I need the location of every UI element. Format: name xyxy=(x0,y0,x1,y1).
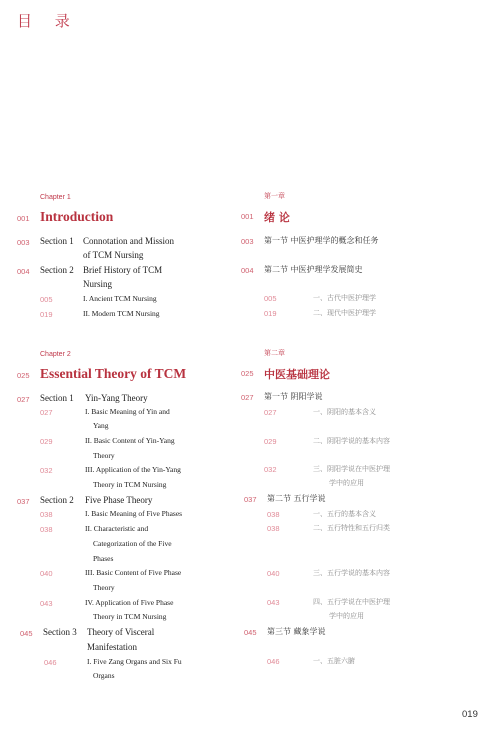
item-title-line: Organs xyxy=(93,671,115,680)
section-title-line: Yin-Yang Theory xyxy=(85,393,148,403)
item-title: I. Basic Meaning of Five Phases xyxy=(85,509,183,518)
section-title: 第一节 阴阳学说 xyxy=(264,392,323,401)
item-title: 一、五行的基本含义 xyxy=(313,510,376,518)
item-title-line: 学中的应用 xyxy=(329,612,364,620)
item-title: 三、五行学说的基本内容 xyxy=(313,569,390,577)
section-title-line: Nursing xyxy=(83,279,112,289)
item-title-line: 三、阴阳学说在中医护理 xyxy=(313,465,390,473)
section-page: 004 xyxy=(241,266,254,275)
section-title: 第二节 五行学说 xyxy=(267,494,326,503)
chapter-1-label-en: Chapter 1 xyxy=(40,194,71,201)
item-page: 029 xyxy=(40,437,53,446)
item-page: 038 xyxy=(267,510,280,519)
section-title: 第二节 中医护理学发展简史 xyxy=(264,265,363,274)
toc-title: 目 录 xyxy=(17,12,79,30)
section-page: 004 xyxy=(17,267,30,276)
section-page: 027 xyxy=(241,393,254,402)
item-page: 038 xyxy=(40,510,53,519)
item-page: 005 xyxy=(264,294,277,303)
chapter-2-page-en: 025 xyxy=(17,371,30,380)
item-page: 019 xyxy=(40,310,53,319)
item-title: 一、五脏六腑 xyxy=(313,657,355,665)
item-title-line: III. Basic Content of Five Phase xyxy=(85,568,182,577)
item-title-line: Theory in TCM Nursing xyxy=(93,480,167,489)
page-number: 019 xyxy=(462,709,478,720)
chapter-2-page-zh: 025 xyxy=(241,369,254,378)
item-title-line: Theory xyxy=(93,583,115,592)
chapter-1-page-en: 001 xyxy=(17,214,30,223)
section-page: 037 xyxy=(17,497,30,506)
chapter-2-title-en: Essential Theory of TCM xyxy=(40,366,187,381)
item-title-line: Phases xyxy=(93,554,114,563)
section-title-line: Theory of Visceral xyxy=(87,627,155,637)
item-page: 043 xyxy=(267,598,280,607)
section-number: Section 3 xyxy=(43,627,77,637)
item-title-line: I. Five Zang Organs and Six Fu xyxy=(87,657,182,666)
section-page: 045 xyxy=(244,628,257,637)
item-title-line: Theory xyxy=(93,451,115,460)
section-page: 003 xyxy=(241,237,254,246)
item-page: 027 xyxy=(40,408,53,417)
item-page: 019 xyxy=(264,309,277,318)
item-page: 040 xyxy=(40,569,53,578)
item-page: 046 xyxy=(267,657,280,666)
section-title-line: Brief History of TCM xyxy=(83,265,163,275)
item-page: 043 xyxy=(40,599,53,608)
item-title-line: II. Characteristic and xyxy=(85,524,149,533)
section-number: Section 1 xyxy=(40,236,74,246)
item-title: II. Modern TCM Nursing xyxy=(83,309,160,318)
section-page: 003 xyxy=(17,238,30,247)
item-page: 029 xyxy=(264,437,277,446)
item-title-line: Categorization of the Five xyxy=(93,539,172,548)
item-title-line: 学中的应用 xyxy=(329,479,364,487)
item-page: 040 xyxy=(267,569,280,578)
item-title: 一、古代中医护理学 xyxy=(313,294,376,302)
item-title-line: III. Application of the Yin-Yang xyxy=(85,465,181,474)
chapter-2-title-zh: 中医基础理论 xyxy=(264,368,330,381)
item-page: 027 xyxy=(264,408,277,417)
item-title: 二、五行特性和五行归类 xyxy=(313,524,390,532)
section-title: 第一节 中医护理学的概念和任务 xyxy=(264,236,379,245)
item-page: 038 xyxy=(267,524,280,533)
item-title-line: I. Basic Meaning of Yin and xyxy=(85,407,170,416)
section-number: Section 2 xyxy=(40,265,74,275)
item-title-line: IV. Application of Five Phase xyxy=(85,598,174,607)
item-title-line: Theory in TCM Nursing xyxy=(93,612,167,621)
section-title-line: of TCM Nursing xyxy=(83,250,144,260)
item-title-line: Yang xyxy=(93,421,109,430)
section-title-line: Connotation and Mission xyxy=(83,236,175,246)
chapter-1-page-zh: 001 xyxy=(241,212,254,221)
item-title: 二、阴阳学说的基本内容 xyxy=(313,437,390,445)
item-page: 005 xyxy=(40,295,53,304)
section-number: Section 1 xyxy=(40,393,74,403)
chapter-1-label-zh: 第一章 xyxy=(264,193,285,200)
section-page: 045 xyxy=(20,629,33,638)
chapter-1-title-en: Introduction xyxy=(40,209,114,224)
section-title: 第三节 藏象学说 xyxy=(267,627,326,636)
item-page: 032 xyxy=(264,465,277,474)
item-title: 一、阴阳的基本含义 xyxy=(313,408,376,416)
item-page: 032 xyxy=(40,466,53,475)
chapter-2-label-en: Chapter 2 xyxy=(40,351,71,358)
item-title: I. Ancient TCM Nursing xyxy=(83,294,157,303)
chapter-2-label-zh: 第二章 xyxy=(264,350,285,357)
item-page: 038 xyxy=(40,525,53,534)
item-title: 二、现代中医护理学 xyxy=(313,309,376,317)
section-title-line: Manifestation xyxy=(87,642,137,652)
item-title-line: II. Basic Content of Yin-Yang xyxy=(85,436,175,445)
section-page: 037 xyxy=(244,495,257,504)
section-page: 027 xyxy=(17,395,30,404)
item-title-line: 四、五行学说在中医护理 xyxy=(313,598,390,606)
section-title-line: Five Phase Theory xyxy=(85,495,153,505)
section-number: Section 2 xyxy=(40,495,74,505)
item-page: 046 xyxy=(44,658,57,667)
chapter-1-title-zh: 绪 论 xyxy=(264,211,290,224)
